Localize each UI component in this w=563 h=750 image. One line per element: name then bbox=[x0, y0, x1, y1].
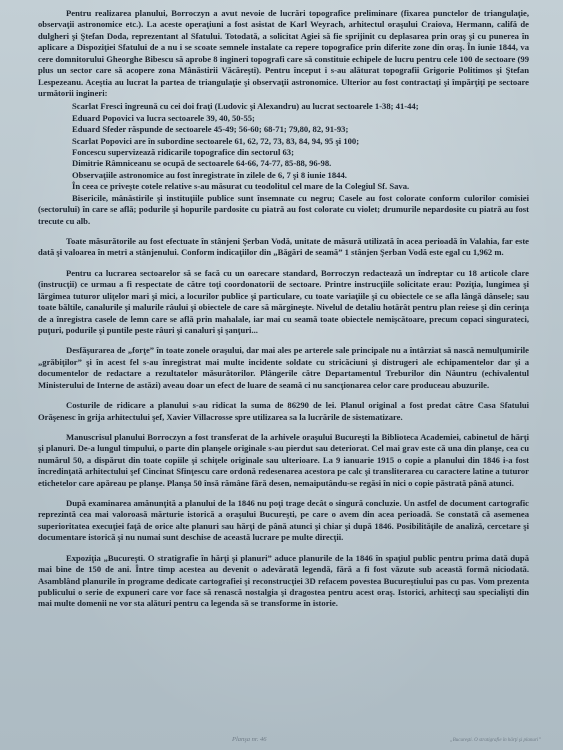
paragraph-text: Toate măsurătorile au fost efectuate în stânjeni Şerban Vodă, unitate de măsură utilizată în acea perioadă în Valahia, far este dată şi valoarea în metri a stânjenului. Conform indicaţiilor din „Băgări de seamă” 1 stânjen Şerban Vodă este egal cu 1,962 m. bbox=[38, 236, 529, 258]
paragraph-manuscript bbox=[38, 432, 529, 489]
paragraph-text: Desfăşurarea de „forţe” în toate zonele oraşului, dar mai ales pe arterele sale principale nu a întârziat să nască nemulţumirile „grăbiţilor” şi în acest fel s-au înregistrat mai multe incidente soldate cu stricăciuni şi distrugeri ale echipamentelor dar şi a documentelor de redactare a rezultatelor măsurătorilor. Plângerile către Departamentul Treburilor din Năuntru (echivalentul Ministerului de Interne de astăzi) aveau doar un efect de luare de seamă ci nu sancţionarea celor care produceau abuzurile. bbox=[38, 345, 529, 390]
list-item: Eduard Sfeder răspunde de sectoarele 45-49; 56-60; 68-71; 79,80, 82, 91-93; bbox=[72, 124, 349, 135]
paragraph-text: După examinarea amănunţită a planului de la 1846 nu poţi trage decât o singură concluzie. Un astfel de document cartografic reprezintă cea mai valoroasă mărturie istorică a oraşului Bucureşti, pe care o avem din acea perioadă. Se constată că asemenea superioritatea execuţiei faţă de orice alte planuri sau hărţi de până atunci şi chiar şi după 1846. Posibilităţile de analiză, cercetare şi documentare istorică şi nu numai sunt deschise de această lucrare pe multe direcţii. bbox=[38, 498, 529, 543]
paragraph-units bbox=[38, 236, 529, 259]
engineer-list bbox=[38, 101, 529, 227]
list-item: Eduard Popovici va lucra sectoarele 39, 40, 50-55; bbox=[72, 112, 255, 123]
footer-right-text: „Bucureşti. O stratigrafie în hărţi şi planuri” bbox=[449, 738, 541, 743]
paragraph-intro-text: Pentru realizarea planului, Borroczyn a avut nevoie de lucrări topografice preliminare (fixarea punctelor de triangulaţie, observaţii astronomice etc.). La aceste operaţiuni a fost asistat de Karl Weyrach, arhitectul oraşului Craiova, Hermann, califă de dulgheri şi Ştefan Doda, reprezentant al Sfatului. Totodată, a solicitat Agiei să fie sprijinit cu deplasarea prin oraş şi cu punerea în aplicare a Dispoziţiei Sfatului de a nu i se scoate semnele instalate ca repere topografice prin diferite zone din oraş. În iunie 1844, va cere domnitorului Gheorghe Bibescu să aprobe 8 ingineri topografi care să constituie echipele de lucru pentru cele 100 de sectoare (99 plus un sector care să acopere zona Mânăstirii Văcăreşti). Pentru început i s-au alăturat topografii Grigorie Politimos şi Ştefan Lespezeanu. Aceştia au lucrat la partea de triangulaţie şi observaţii astronomice. Ulterior au fost contractaţi şi împărţiţi pe sectoare următorii ingineri: bbox=[38, 8, 529, 98]
paragraph-intro bbox=[38, 8, 529, 99]
paragraph-exhibition bbox=[38, 553, 529, 610]
paragraph-text: Pentru ca lucrarea sectoarelor să se facă cu un oarecare standard, Borroczyn redactează un îndreptar cu 18 articole clare (instrucţii) ce urmau a fi respectate de către toţi coordonatorii de sectoare. Printre instrucţiile solicitate erau: Poziţia, lungimea şi lărgimea tuturor uliţelor mari şi mici, a locurilor publice şi particulare, cu toate variaţiile şi cu obiectele ce se afla lângă dânsele; sau toate băltile, canalurile şi malurile râului şi obiectele de care să mărgineşte. Nivelul de detaliu hotărât pentru plan reiese şi din cerinţa de a înregistra casele de lemn care se află prin mahalale, iar mai cu seamă toate obiectele nemişcătoare, precum copaci singurateci, puţuri, podurile şi puntile peste râuri şi canaluri şi şanţuri... bbox=[38, 267, 529, 335]
list-item: În ceea ce priveşte cotele relative s-au măsurat cu teodolitul cel mare de la Colegiul Sf. Sava. bbox=[72, 181, 410, 192]
paragraph-text: Costurile de ridicare a planului s-au ridicat la suma de 86290 de lei. Planul original a fost predat către Casa Sfatului Orăşenesc în grija arhitectului şef, Xavier Villacrosse spre utilizarea sa la lucrările de sistematizare. bbox=[38, 400, 529, 422]
paragraph-incidents bbox=[38, 345, 529, 391]
list-item: Observaţiile astronomice au fost înregistrate în zilele de 6, 7 şi 8 iunie 1844. bbox=[72, 169, 347, 180]
panel-footer bbox=[0, 736, 563, 748]
paragraph-costs bbox=[38, 400, 529, 423]
footer-center-text: Planşa nr. 46 bbox=[232, 736, 267, 743]
list-item: Dimitrie Râmniceanu se ocupă de sectoarele 64-66, 74-77, 85-88, 96-98. bbox=[72, 158, 332, 169]
list-item: Bisericile, mânăstirile şi instituţiile publice sunt însemnate cu negru; Casele au fost colorate conform culorilor comisiei (sectorului) în care se află; podurile şi hopurile pardosite cu piatră au fost colorate cu violet; drumurile nepardosite cu piatră au fost trecute cu alb. bbox=[38, 192, 529, 226]
list-item: Foncescu supervizează ridicarile topografice din sectorul 63; bbox=[72, 147, 294, 158]
paragraph-text: Expoziţia „Bucureşti. O stratigrafie în hărţi şi planuri” aduce planurile de la 1846 în spaţiul public pentru prima dată după mai bine de 150 de ani. Între timp acestea au devenit o adevărată legendă, fără a fi fost văzute sub această formă niciodată. Asamblând planurile în programe dedicate cartografiei şi reconstrucţiei 3D refacem povestea Bucureştiului pas cu pas. Vom prezenta publicului o serie de expuneri care vor face să renască nostalgia şi dragostea pentru acest oraş. Istorici, arhitecţi sau specialişti din mai multe domenii ne vor sta alături pentru ca legenda să se transforme în istorie. bbox=[38, 552, 529, 609]
paragraph-conclusion bbox=[38, 498, 529, 544]
paragraph-instructions bbox=[38, 268, 529, 337]
list-item: Scarlat Popovici are în subordine sectoarele 61, 62, 72, 73, 83, 84, 94, 95 şi 100; bbox=[72, 135, 360, 146]
paragraph-text: Manuscrisul planului Borroczyn a fost transferat de la arhivele oraşului Bucureşti la Biblioteca Academiei, cabinetul de hărţi şi planuri. De-a lungul timpului, o parte din planşele originale s-au pierdut sau deteriorat. Cel mai grav este că una din planşe, cea cu numărul 50, a dispărut din toate copiile şi schiţele originale sau ulterioare. La 9 ianuarie 1915 o copie a planului din 1846 i-a fost încredinţată arhitectului şef Cincinat Sfinţescu care ordonă redesenarea acestora pe calc şi transliterarea cu caractere latine a tuturor etichetelor care apăreau pe planşe. Planşa 50 însă rămâne fără desen, nemaiputându-se regăsi în nici o copie păstrată până atunci. bbox=[38, 431, 529, 488]
list-item: Scarlat Fresci îngreună cu cei doi fraţi (Ludovic şi Alexandru) au lucrat sectoarele 1-38; 41-44; bbox=[72, 101, 419, 112]
